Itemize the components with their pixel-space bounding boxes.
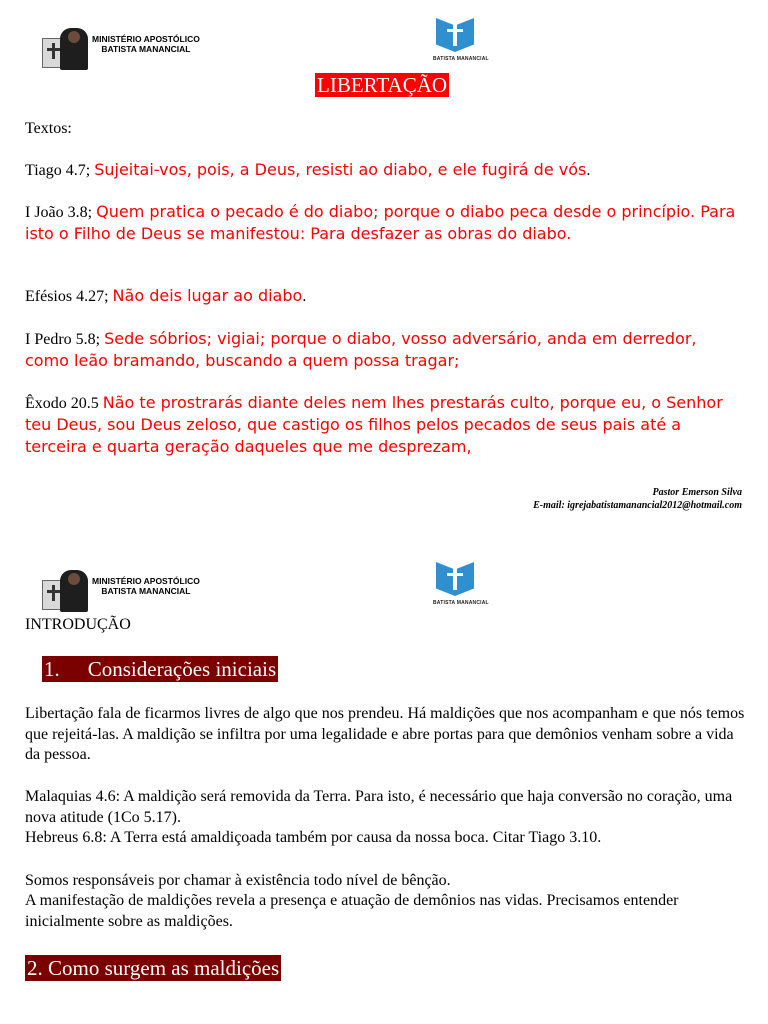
ministry-logo (40, 28, 205, 70)
ministry-logo (40, 570, 205, 612)
pastor-photo (60, 28, 88, 70)
page-title: LIBERTAÇÃO (317, 73, 448, 97)
emblem-caption: BATISTA MANANCIAL (433, 600, 489, 606)
section-number: 1. (44, 657, 60, 681)
emblem-caption: BATISTA MANANCIAL (433, 56, 489, 62)
verse-text: Não te prostrarás diante deles nem lhes prestarás culto, porque eu, o Senhor teu Deus, sou Deus zeloso, que castigo os filhos pelos pecados de seus pais até a terceira e quarta geração daqueles que me desprezam, (25, 393, 723, 456)
intro-label: INTRODUÇÃO (25, 616, 131, 633)
section-title: Considerações iniciais (87, 657, 277, 681)
verse-tail: . (302, 288, 307, 305)
verse-ref: Êxodo 20.5 (25, 395, 103, 412)
verse-item (25, 159, 745, 181)
section-heading-1 (42, 656, 278, 682)
church-emblem (433, 18, 489, 66)
paragraph: A manifestação de maldições revela a presença e atuação de demônios nas vidas. Precisamos entender inicialmente sobre as maldições. (25, 892, 679, 930)
pastor-photo (60, 570, 88, 612)
verse-item (25, 328, 745, 372)
verse-text: Sujeitai-vos, pois, a Deus, resisti ao diabo, e ele fugirá de vós (94, 160, 587, 179)
ministry-name-line2: BATISTA MANANCIAL (101, 586, 191, 596)
verse-text: Sede sóbrios; vigiai; porque o diabo, vosso adversário, anda em derredor, como leão bramando, buscando a quem possa tragar; (25, 329, 697, 370)
section-heading-2: 2. Como surgem as maldições (27, 956, 280, 980)
church-emblem (433, 562, 489, 610)
textos-label: Textos: (25, 120, 72, 137)
verse-item (25, 285, 745, 307)
paragraph: Malaquias 4.6: A maldição será removida da Terra. Para isto, é necessário que haja conversão no coração, uma nova atitude (1Co 5.17). (25, 788, 733, 826)
verse-tail: . (586, 162, 591, 179)
ministry-name (92, 576, 200, 596)
ministry-name-line1: MINISTÉRIO APOSTÓLICO (92, 34, 200, 44)
ministry-name-line1: MINISTÉRIO APOSTÓLICO (92, 576, 200, 586)
verse-ref: I Pedro 5.8; (25, 331, 105, 348)
verse-ref: Efésios 4.27; (25, 288, 113, 305)
verse-ref: I João 3.8; (25, 204, 97, 221)
verse-ref: Tiago 4.7; (25, 162, 95, 179)
ministry-name-line2: BATISTA MANANCIAL (101, 44, 191, 54)
ministry-name (92, 34, 200, 54)
verse-item (25, 392, 745, 458)
paragraph: Hebreus 6.8: A Terra está amaldiçoada também por causa da nossa boca. Citar Tiago 3.10. (25, 829, 602, 846)
pastor-email: E-mail: igrejabatistamanancial2012@hotmail.com (533, 500, 742, 511)
verse-text: Não deis lugar ao diabo (112, 286, 303, 305)
pastor-name: Pastor Emerson Silva (652, 487, 742, 498)
paragraph: Somos responsáveis por chamar à existência todo nível de bênção. (25, 872, 451, 889)
paragraph: Libertação fala de ficarmos livres de algo que nos prendeu. Há maldições que nos acompanham e que nós temos que rejeitá-las. A maldição se infiltra por uma legalidade e abre portas para que demônios venham sobre a vida da pessoa. (25, 705, 745, 763)
signature (533, 486, 742, 512)
verse-text: Quem pratica o pecado é do diabo; porque o diabo peca desde o princípio. Para isto o Filho de Deus se manifestou: Para desfazer as obras do diabo. (25, 202, 736, 243)
verse-item (25, 201, 745, 245)
